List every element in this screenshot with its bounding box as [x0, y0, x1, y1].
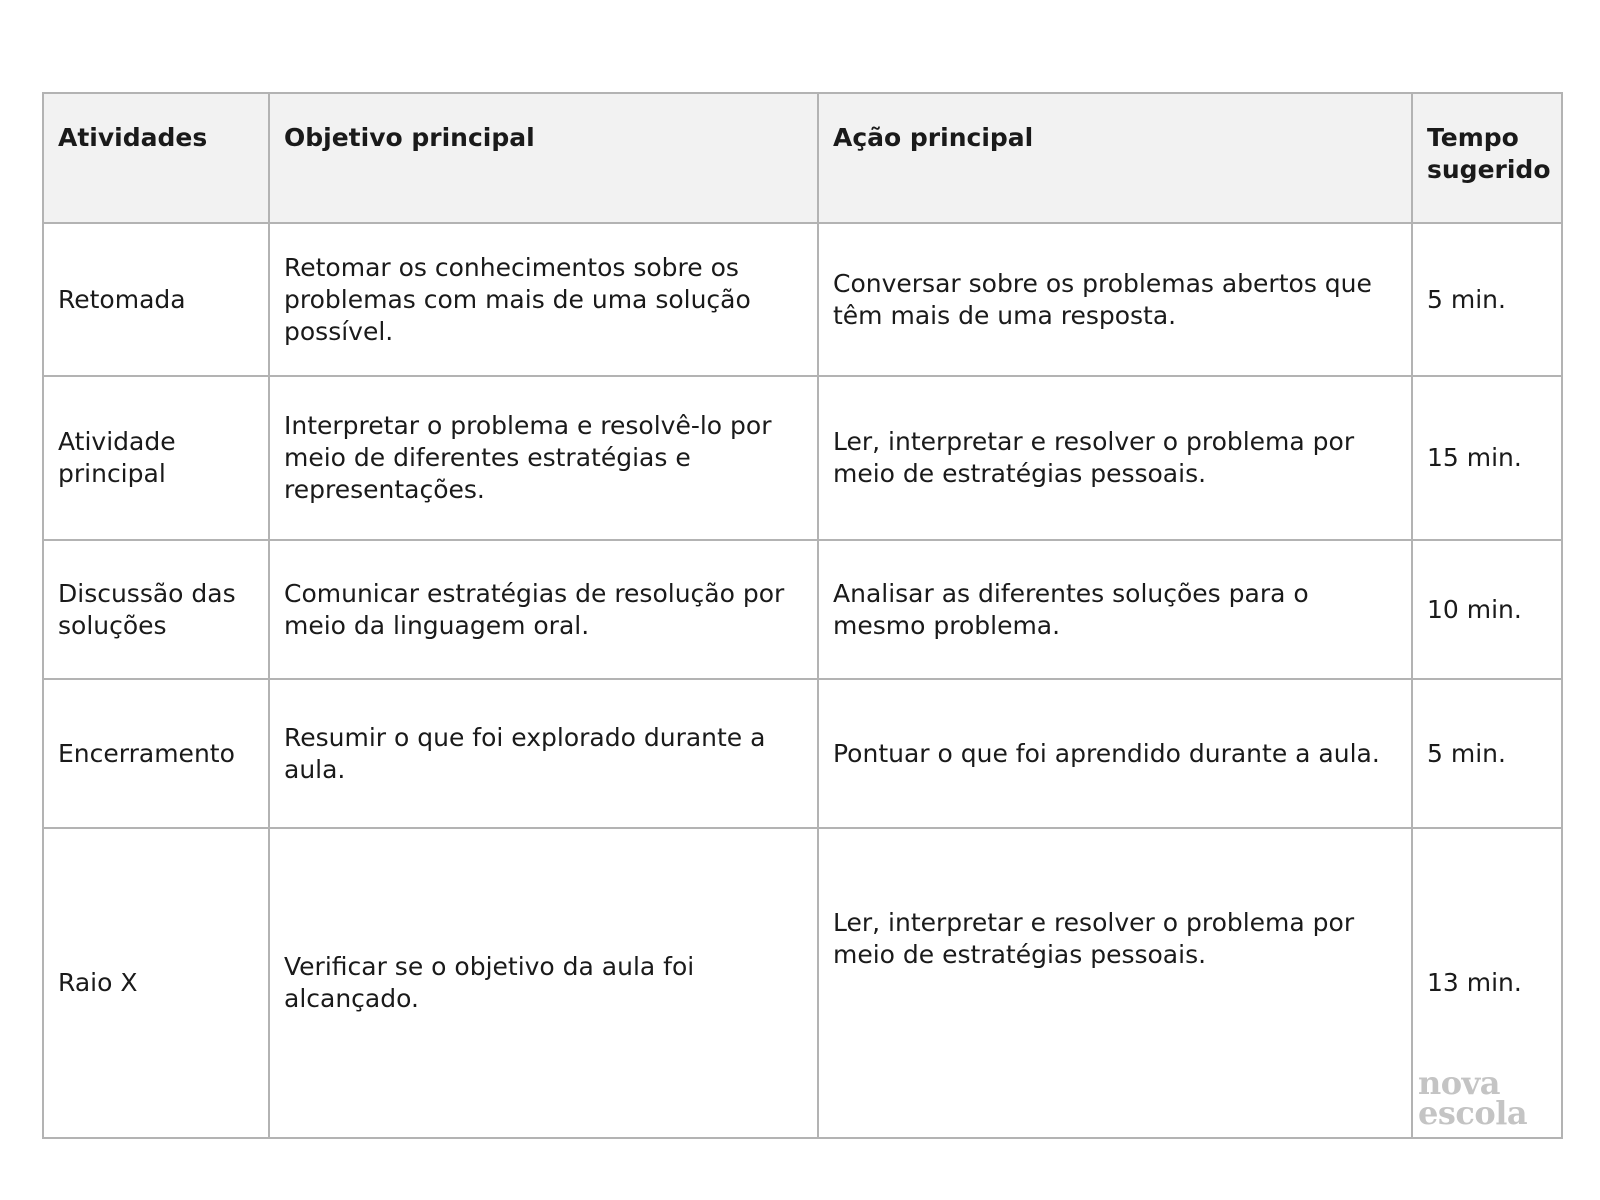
cell-atividade: Raio X: [43, 828, 269, 1138]
cell-atividade: Discussão das soluções: [43, 540, 269, 679]
nova-escola-logo: [1418, 1064, 1538, 1132]
cell-objetivo: Comunicar estratégias de resolução por meio da linguagem oral.: [269, 540, 818, 679]
table-row: [43, 376, 1562, 540]
cell-acao: Conversar sobre os problemas abertos que têm mais de uma resposta.: [818, 223, 1412, 376]
header-tempo: Tempo sugerido: [1412, 93, 1562, 223]
table-row: [43, 540, 1562, 679]
cell-objetivo: Verificar se o objetivo da aula foi alcançado.: [269, 828, 818, 1138]
header-atividades: Atividades: [43, 93, 269, 223]
cell-objetivo: Resumir o que foi explorado durante a aula.: [269, 679, 818, 828]
cell-atividade: Atividade principal: [43, 376, 269, 540]
cell-acao: Ler, interpretar e resolver o problema por meio de estratégias pessoais.: [818, 828, 1412, 1138]
lesson-plan-table: [42, 92, 1563, 1139]
table-row: [43, 679, 1562, 828]
cell-tempo: 5 min.: [1412, 223, 1562, 376]
cell-acao: Pontuar o que foi aprendido durante a aula.: [818, 679, 1412, 828]
cell-tempo: 5 min.: [1412, 679, 1562, 828]
table-header-row: [43, 93, 1562, 223]
cell-objetivo: Retomar os conhecimentos sobre os problemas com mais de uma solução possível.: [269, 223, 818, 376]
logo-line-escola: escola: [1418, 1094, 1528, 1132]
cell-acao: Ler, interpretar e resolver o problema por meio de estratégias pessoais.: [818, 376, 1412, 540]
table-row: [43, 828, 1562, 1138]
header-objetivo: Objetivo principal: [269, 93, 818, 223]
cell-objetivo: Interpretar o problema e resolvê-lo por meio de diferentes estratégias e representações.: [269, 376, 818, 540]
cell-tempo: 13 min.: [1412, 828, 1562, 1138]
cell-tempo: 10 min.: [1412, 540, 1562, 679]
logo-line-nova: nova: [1418, 1064, 1500, 1102]
table-row: [43, 223, 1562, 376]
cell-acao: Analisar as diferentes soluções para o mesmo problema.: [818, 540, 1412, 679]
cell-atividade: Encerramento: [43, 679, 269, 828]
lesson-plan-table-container: [42, 92, 1561, 1139]
cell-tempo: 15 min.: [1412, 376, 1562, 540]
header-acao: Ação principal: [818, 93, 1412, 223]
cell-atividade: Retomada: [43, 223, 269, 376]
